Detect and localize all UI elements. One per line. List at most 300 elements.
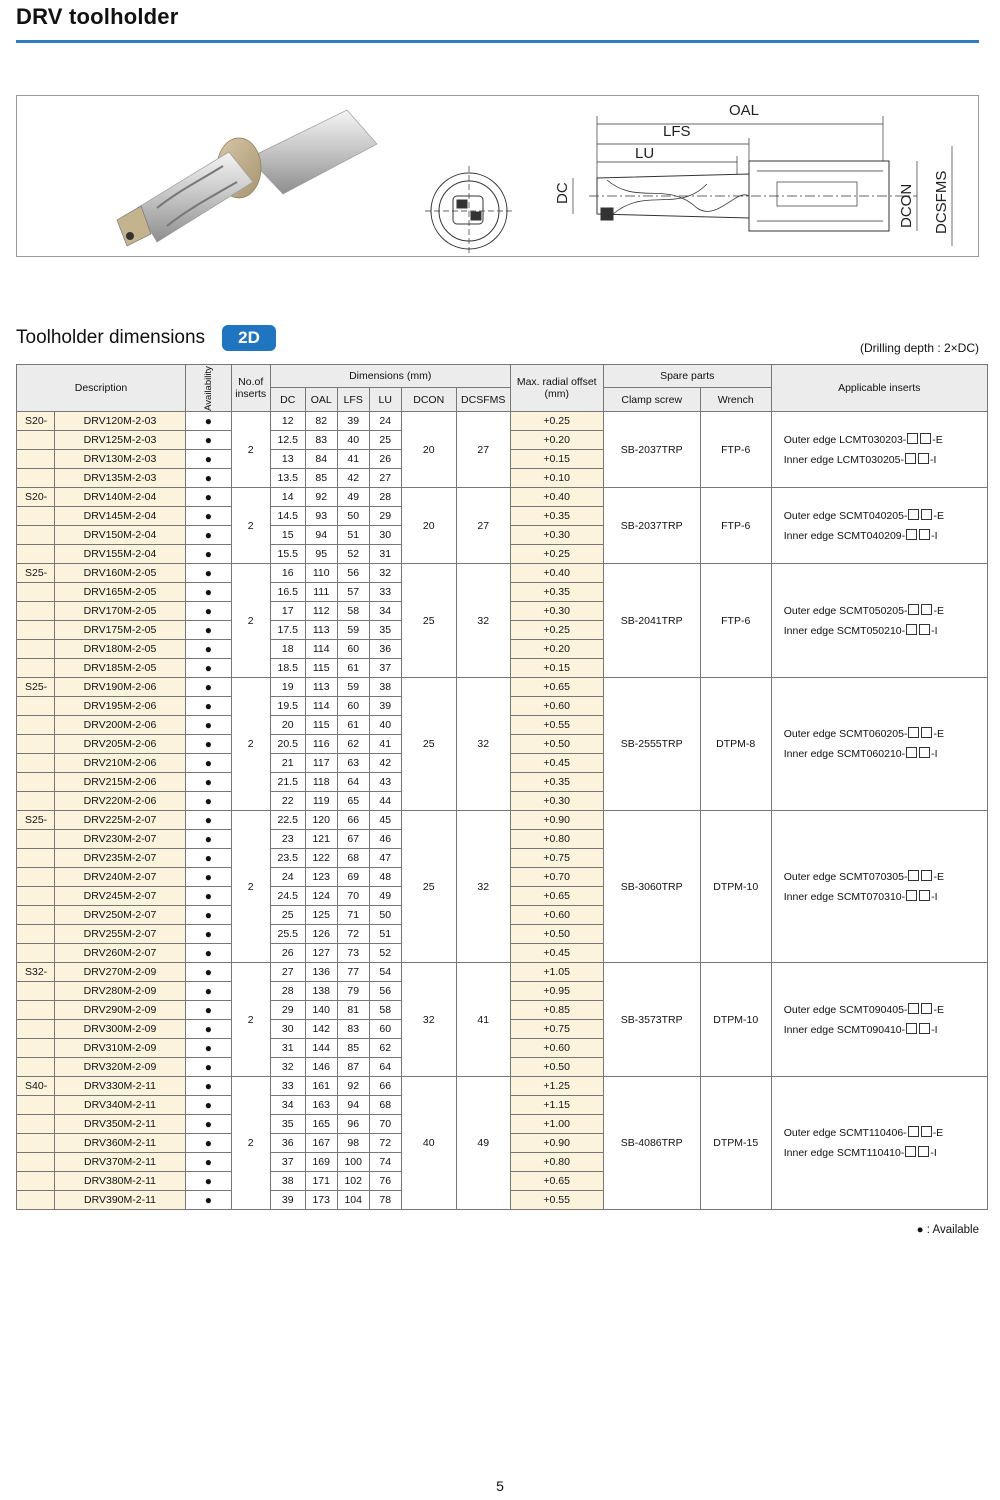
inner-edge-insert: Inner edge SCMT110410- [783, 1147, 905, 1159]
dc-cell: 13.5 [270, 469, 305, 488]
table-row [17, 963, 988, 982]
clamp-screw-cell: SB-4086TRP [603, 1077, 700, 1210]
offset-cell: +0.40 [510, 564, 603, 583]
lfs-cell: 60 [337, 640, 369, 659]
dim-label-lfs: LFS [663, 123, 691, 140]
group-prefix [17, 792, 55, 811]
outer-edge-insert: Outer edge SCMT070305- [783, 870, 908, 883]
dc-cell: 35 [270, 1115, 305, 1134]
description-cell: DRV135M-2-03 [55, 469, 186, 488]
offset-cell: +0.60 [510, 1039, 603, 1058]
availability-mark: ● [186, 526, 232, 545]
oal-cell: 142 [305, 1020, 337, 1039]
offset-cell: +0.40 [510, 488, 603, 507]
description-cell: DRV360M-2-11 [55, 1134, 186, 1153]
outer-edge-insert: Outer edge SCMT050205- [783, 604, 908, 617]
dc-cell: 24 [270, 868, 305, 887]
group-prefix [17, 450, 55, 469]
lu-cell: 26 [369, 450, 401, 469]
dc-cell: 26 [270, 944, 305, 963]
lfs-cell: 59 [337, 621, 369, 640]
oal-cell: 111 [305, 583, 337, 602]
oal-cell: 119 [305, 792, 337, 811]
offset-cell: +0.65 [510, 1172, 603, 1191]
description-cell: DRV370M-2-11 [55, 1153, 186, 1172]
oal-cell: 113 [305, 678, 337, 697]
grade-box-icon [908, 1003, 919, 1014]
lu-cell: 35 [369, 621, 401, 640]
oal-cell: 115 [305, 716, 337, 735]
dc-cell: 25 [270, 906, 305, 925]
dcon-cell: 32 [401, 963, 456, 1077]
lu-cell: 50 [369, 906, 401, 925]
lfs-cell: 41 [337, 450, 369, 469]
inserts-cell: 2 [231, 1077, 270, 1210]
grade-box-icon [905, 453, 916, 464]
grade-box-icon [908, 870, 919, 881]
lu-cell: 48 [369, 868, 401, 887]
dcon-cell: 25 [401, 678, 456, 811]
availability-mark: ● [186, 564, 232, 583]
grade-box-icon [907, 433, 918, 444]
offset-cell: +0.50 [510, 925, 603, 944]
lu-cell: 33 [369, 583, 401, 602]
toolholder-figure [16, 95, 979, 257]
availability-mark: ● [186, 944, 232, 963]
tool-photo [117, 110, 377, 246]
outer-edge-insert: Outer edge SCMT090405- [783, 1003, 908, 1016]
group-prefix [17, 602, 55, 621]
grade-box-icon [908, 727, 919, 738]
offset-cell: +0.60 [510, 906, 603, 925]
availability-mark: ● [186, 849, 232, 868]
inserts-cell: 2 [231, 811, 270, 963]
description-cell: DRV240M-2-07 [55, 868, 186, 887]
dcsfms-cell: 41 [456, 963, 510, 1077]
clamp-screw-cell: SB-2555TRP [603, 678, 700, 811]
description-cell: DRV225M-2-07 [55, 811, 186, 830]
lu-cell: 39 [369, 697, 401, 716]
dc-cell: 24.5 [270, 887, 305, 906]
lu-cell: 47 [369, 849, 401, 868]
dc-cell: 17 [270, 602, 305, 621]
oal-cell: 171 [305, 1172, 337, 1191]
offset-cell: +1.25 [510, 1077, 603, 1096]
lu-cell: 27 [369, 469, 401, 488]
dc-cell: 14.5 [270, 507, 305, 526]
wrench-cell: DTPM-10 [700, 963, 771, 1077]
grade-box-icon [919, 529, 930, 540]
availability-mark: ● [186, 754, 232, 773]
group-prefix: S40- [17, 1077, 55, 1096]
dc-cell: 34 [270, 1096, 305, 1115]
group-prefix [17, 982, 55, 1001]
dc-cell: 27 [270, 963, 305, 982]
lu-cell: 56 [369, 982, 401, 1001]
description-cell: DRV175M-2-05 [55, 621, 186, 640]
description-cell: DRV210M-2-06 [55, 754, 186, 773]
description-cell: DRV230M-2-07 [55, 830, 186, 849]
lu-cell: 70 [369, 1115, 401, 1134]
lu-cell: 49 [369, 887, 401, 906]
lfs-cell: 58 [337, 602, 369, 621]
availability-mark: ● [186, 1058, 232, 1077]
oal-cell: 114 [305, 640, 337, 659]
lu-cell: 28 [369, 488, 401, 507]
dc-cell: 16 [270, 564, 305, 583]
lfs-cell: 40 [337, 431, 369, 450]
offset-cell: +1.00 [510, 1115, 603, 1134]
description-cell: DRV170M-2-05 [55, 602, 186, 621]
header-availability: Availability [186, 365, 232, 412]
availability-mark: ● [186, 431, 232, 450]
offset-cell: +0.50 [510, 735, 603, 754]
availability-mark: ● [186, 469, 232, 488]
lu-cell: 41 [369, 735, 401, 754]
description-cell: DRV145M-2-04 [55, 507, 186, 526]
group-prefix [17, 545, 55, 564]
dc-cell: 19 [270, 678, 305, 697]
inserts-cell: 2 [231, 488, 270, 564]
description-cell: DRV120M-2-03 [55, 412, 186, 431]
offset-cell: +0.60 [510, 697, 603, 716]
lfs-cell: 100 [337, 1153, 369, 1172]
lfs-cell: 56 [337, 564, 369, 583]
dc-cell: 31 [270, 1039, 305, 1058]
availability-mark: ● [186, 1153, 232, 1172]
description-cell: DRV125M-2-03 [55, 431, 186, 450]
lfs-cell: 52 [337, 545, 369, 564]
lu-cell: 38 [369, 678, 401, 697]
availability-mark: ● [186, 659, 232, 678]
availability-mark: ● [186, 773, 232, 792]
table-body [17, 412, 988, 1210]
header-spare-parts: Spare parts [603, 365, 771, 388]
group-prefix [17, 469, 55, 488]
dc-cell: 23.5 [270, 849, 305, 868]
inner-edge-insert: Inner edge SCMT050210- [783, 624, 906, 637]
clamp-screw-cell: SB-3573TRP [603, 963, 700, 1077]
lfs-cell: 59 [337, 678, 369, 697]
description-cell: DRV150M-2-04 [55, 526, 186, 545]
dc-cell: 37 [270, 1153, 305, 1172]
dc-cell: 28 [270, 982, 305, 1001]
availability-mark: ● [186, 412, 232, 431]
dcon-cell: 20 [401, 488, 456, 564]
grade-box-icon [920, 433, 931, 444]
header-oal: OAL [305, 388, 337, 412]
oal-cell: 138 [305, 982, 337, 1001]
oal-cell: 93 [305, 507, 337, 526]
description-cell: DRV290M-2-09 [55, 1001, 186, 1020]
description-cell: DRV190M-2-06 [55, 678, 186, 697]
outer-edge-suffix: -E [932, 433, 943, 446]
description-cell: DRV250M-2-07 [55, 906, 186, 925]
outer-edge-suffix: -E [933, 1003, 944, 1016]
lfs-cell: 102 [337, 1172, 369, 1191]
outer-edge-suffix: -E [933, 870, 944, 883]
availability-mark: ● [186, 450, 232, 469]
offset-cell: +0.45 [510, 944, 603, 963]
offset-cell: +0.70 [510, 868, 603, 887]
lu-cell: 72 [369, 1134, 401, 1153]
lu-cell: 51 [369, 925, 401, 944]
grade-box-icon [908, 604, 919, 615]
grade-box-icon [906, 624, 917, 635]
lu-cell: 60 [369, 1020, 401, 1039]
offset-cell: +0.20 [510, 431, 603, 450]
oal-cell: 161 [305, 1077, 337, 1096]
group-prefix [17, 507, 55, 526]
clamp-screw-cell: SB-2037TRP [603, 488, 700, 564]
group-prefix [17, 697, 55, 716]
group-prefix [17, 830, 55, 849]
dim-label-dcon: DCON [898, 183, 915, 228]
group-prefix [17, 1020, 55, 1039]
header-dc: DC [270, 388, 305, 412]
inner-edge-insert: Inner edge SCMT040209- [783, 529, 906, 542]
lfs-cell: 69 [337, 868, 369, 887]
oal-cell: 121 [305, 830, 337, 849]
dc-cell: 20 [270, 716, 305, 735]
clamp-screw-cell: SB-2037TRP [603, 412, 700, 488]
description-cell: DRV245M-2-07 [55, 887, 186, 906]
availability-mark: ● [186, 811, 232, 830]
availability-mark: ● [186, 1191, 232, 1210]
availability-mark: ● [186, 583, 232, 602]
oal-cell: 136 [305, 963, 337, 982]
header-lfs: LFS [337, 388, 369, 412]
offset-cell: +0.15 [510, 450, 603, 469]
table-row [17, 678, 988, 697]
outer-edge-insert: Outer edge SCMT060205- [783, 728, 908, 740]
lu-cell: 76 [369, 1172, 401, 1191]
group-prefix [17, 621, 55, 640]
offset-cell: +0.80 [510, 1153, 603, 1172]
offset-cell: +0.35 [510, 583, 603, 602]
group-prefix [17, 1191, 55, 1210]
lfs-cell: 77 [337, 963, 369, 982]
wrench-cell: FTP-6 [700, 412, 771, 488]
dc-cell: 33 [270, 1077, 305, 1096]
lfs-cell: 94 [337, 1096, 369, 1115]
header-wrench: Wrench [700, 388, 771, 412]
availability-mark: ● [186, 545, 232, 564]
dcsfms-cell: 27 [456, 488, 510, 564]
outer-edge-insert: Outer edge SCMT040205- [783, 509, 908, 522]
group-prefix [17, 1039, 55, 1058]
lfs-cell: 70 [337, 887, 369, 906]
grade-box-icon [921, 727, 932, 738]
oal-cell: 115 [305, 659, 337, 678]
group-prefix [17, 1001, 55, 1020]
page-title: DRV toolholder [16, 4, 179, 29]
inner-edge-suffix: -I [929, 453, 937, 466]
group-prefix: S25- [17, 564, 55, 583]
group-prefix [17, 1058, 55, 1077]
grade-box-icon [919, 1023, 930, 1034]
availability-legend: ● : Available [916, 1224, 979, 1236]
oal-cell: 117 [305, 754, 337, 773]
availability-mark: ● [186, 488, 232, 507]
dc-cell: 38 [270, 1172, 305, 1191]
header-dcon: DCON [401, 388, 456, 412]
group-prefix [17, 583, 55, 602]
oal-cell: 125 [305, 906, 337, 925]
dc-cell: 12.5 [270, 431, 305, 450]
offset-cell: +0.30 [510, 792, 603, 811]
lu-cell: 43 [369, 773, 401, 792]
lu-cell: 74 [369, 1153, 401, 1172]
group-prefix: S32- [17, 963, 55, 982]
table-row [17, 488, 988, 507]
oal-cell: 110 [305, 564, 337, 583]
offset-cell: +0.10 [510, 469, 603, 488]
group-prefix [17, 1115, 55, 1134]
lu-cell: 40 [369, 716, 401, 735]
inner-edge-insert: Inner edge SCMT070310- [783, 890, 906, 903]
offset-cell: +0.85 [510, 1001, 603, 1020]
grade-box-icon [921, 604, 932, 615]
description-cell: DRV320M-2-09 [55, 1058, 186, 1077]
lfs-cell: 83 [337, 1020, 369, 1039]
applicable-inserts-cell [771, 564, 987, 678]
description-cell: DRV310M-2-09 [55, 1039, 186, 1058]
lfs-cell: 61 [337, 659, 369, 678]
outer-edge-insert: Outer edge SCMT110406- [783, 1127, 907, 1139]
header-no-of-inserts: No.of inserts [231, 365, 270, 412]
lfs-cell: 65 [337, 792, 369, 811]
description-cell: DRV165M-2-05 [55, 583, 186, 602]
group-prefix [17, 1172, 55, 1191]
group-prefix [17, 1134, 55, 1153]
description-cell: DRV255M-2-07 [55, 925, 186, 944]
lu-cell: 24 [369, 412, 401, 431]
oal-cell: 126 [305, 925, 337, 944]
dc-cell: 22.5 [270, 811, 305, 830]
lu-cell: 34 [369, 602, 401, 621]
side-view [573, 116, 952, 246]
lfs-cell: 60 [337, 697, 369, 716]
grade-box-icon [918, 1146, 929, 1157]
inner-edge-suffix: -I [930, 1147, 937, 1159]
inner-edge-suffix: -I [931, 529, 938, 542]
table-row [17, 564, 988, 583]
oal-cell: 146 [305, 1058, 337, 1077]
header-dcsfms: DCSFMS [456, 388, 510, 412]
description-cell: DRV160M-2-05 [55, 564, 186, 583]
dcon-cell: 20 [401, 412, 456, 488]
oal-cell: 85 [305, 469, 337, 488]
group-prefix [17, 1153, 55, 1172]
lfs-cell: 81 [337, 1001, 369, 1020]
section-title: Toolholder dimensions [16, 327, 206, 348]
oal-cell: 84 [305, 450, 337, 469]
description-cell: DRV280M-2-09 [55, 982, 186, 1001]
lfs-cell: 79 [337, 982, 369, 1001]
offset-cell: +1.05 [510, 963, 603, 982]
dc-cell: 17.5 [270, 621, 305, 640]
lfs-cell: 51 [337, 526, 369, 545]
description-cell: DRV350M-2-11 [55, 1115, 186, 1134]
offset-cell: +0.15 [510, 659, 603, 678]
lu-cell: 66 [369, 1077, 401, 1096]
dim-label-dc: DC [554, 182, 571, 204]
grade-box-icon [919, 890, 930, 901]
grade-box-icon [906, 890, 917, 901]
dcsfms-cell: 27 [456, 412, 510, 488]
applicable-inserts-cell [771, 488, 987, 564]
oal-cell: 144 [305, 1039, 337, 1058]
table-row [17, 811, 988, 830]
applicable-inserts-cell [771, 811, 987, 963]
grade-box-icon [906, 529, 917, 540]
group-prefix [17, 925, 55, 944]
lfs-cell: 49 [337, 488, 369, 507]
availability-mark: ● [186, 1134, 232, 1153]
description-cell: DRV205M-2-06 [55, 735, 186, 754]
description-cell: DRV235M-2-07 [55, 849, 186, 868]
offset-cell: +0.25 [510, 545, 603, 564]
group-prefix [17, 526, 55, 545]
offset-cell: +0.75 [510, 1020, 603, 1039]
header-applicable-inserts: Applicable inserts [771, 365, 987, 412]
lfs-cell: 73 [337, 944, 369, 963]
offset-cell: +0.75 [510, 849, 603, 868]
group-prefix [17, 868, 55, 887]
availability-mark: ● [186, 963, 232, 982]
inner-edge-suffix: -I [931, 748, 938, 760]
drilling-depth-note: (Drilling depth : 2×DC) [859, 341, 979, 355]
wrench-cell: FTP-6 [700, 488, 771, 564]
availability-mark: ● [186, 602, 232, 621]
lfs-cell: 61 [337, 716, 369, 735]
oal-cell: 120 [305, 811, 337, 830]
dcsfms-cell: 32 [456, 678, 510, 811]
dim-label-dcsfms: DCSFMS [933, 170, 950, 234]
inner-edge-insert: Inner edge SCMT090410- [783, 1023, 906, 1036]
lu-cell: 52 [369, 944, 401, 963]
description-cell: DRV330M-2-11 [55, 1077, 186, 1096]
page-number: 5 [496, 1478, 504, 1494]
wrench-cell: DTPM-10 [700, 811, 771, 963]
oal-cell: 114 [305, 697, 337, 716]
description-cell: DRV140M-2-04 [55, 488, 186, 507]
offset-cell: +0.35 [510, 507, 603, 526]
oal-cell: 83 [305, 431, 337, 450]
description-cell: DRV195M-2-06 [55, 697, 186, 716]
description-cell: DRV270M-2-09 [55, 963, 186, 982]
lu-cell: 25 [369, 431, 401, 450]
inserts-cell: 2 [231, 678, 270, 811]
dc-cell: 25.5 [270, 925, 305, 944]
oal-cell: 122 [305, 849, 337, 868]
offset-cell: +0.90 [510, 811, 603, 830]
inner-edge-suffix: -I [931, 890, 938, 903]
description-cell: DRV260M-2-07 [55, 944, 186, 963]
group-prefix [17, 754, 55, 773]
clamp-screw-cell: SB-3060TRP [603, 811, 700, 963]
lfs-cell: 96 [337, 1115, 369, 1134]
oal-cell: 167 [305, 1134, 337, 1153]
group-prefix: S20- [17, 488, 55, 507]
group-prefix [17, 1096, 55, 1115]
lfs-cell: 42 [337, 469, 369, 488]
description-cell: DRV155M-2-04 [55, 545, 186, 564]
description-cell: DRV130M-2-03 [55, 450, 186, 469]
grade-box-icon [919, 624, 930, 635]
offset-cell: +0.30 [510, 602, 603, 621]
